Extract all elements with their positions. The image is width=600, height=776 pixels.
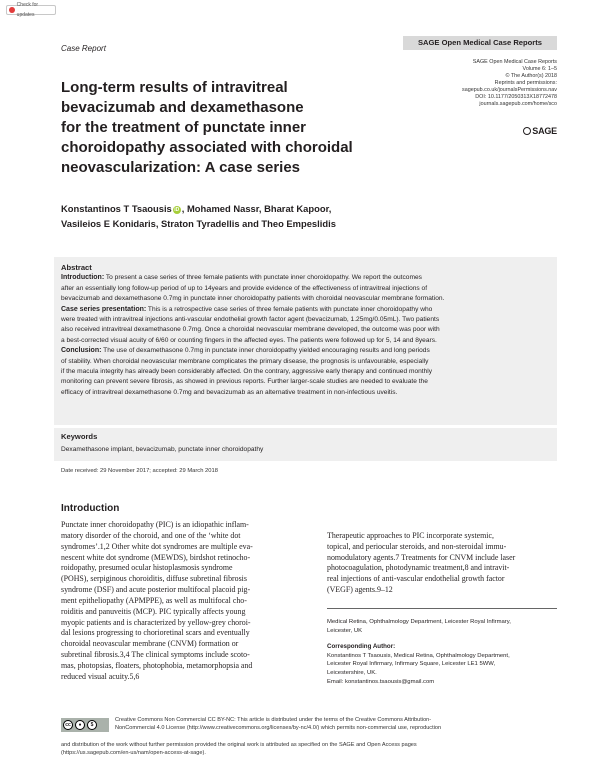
keywords-background: [54, 428, 557, 461]
abstract-line-text: To present a case series of three female patients with punctate inner choroidopathy. We report the outcomes: [104, 274, 422, 282]
body-line: nomodulatory agents.7 Treatments for CNVM include laser: [327, 552, 516, 562]
body-line: dal lesions progressing to chorioretinal scars and eventually: [61, 628, 250, 638]
license-line: Creative Commons Non Commercial CC BY-NC: This article is distributed under the terms of the Creative Commons Attribution-: [115, 717, 432, 723]
author-list: [61, 201, 461, 231]
title-line: bevacizumab and dexamethasone: [61, 99, 304, 116]
title-line: Long-term results of intravitreal: [61, 79, 288, 96]
license-text-bottom: [61, 741, 557, 757]
body-line: syndromes’.1,2 Other white dot syndromes are multiple eva-: [61, 541, 253, 551]
abstract-line-text: were treated with intravitreal injections anti-vascular endothelial growth factor agent (bevacizumab, 1.25mg/0.05mL). Two patients: [61, 316, 440, 324]
body-line: matory disorder of the choroid, and one of the ‘white dot: [61, 530, 241, 540]
body-line: [327, 520, 557, 531]
abstract-line: [61, 294, 554, 304]
introduction-column-1: [61, 520, 307, 683]
abstract-line-text: of stability. When choroidal neovascular membrane complicates the primary disease, the prognosis is unfavourable, especially: [61, 357, 429, 365]
body-line: roidopathy, presumed ocular histoplasmosis syndrome: [61, 563, 233, 573]
abstract-line-text: after an essentially long follow-up period of up to 14years and provide evidence of the effectiveness of intravitreal injections of: [61, 284, 428, 292]
abstract-line-text: The use of dexamethasone 0.7mg in punctate inner choroidopathy yielded encouraging results and long periods: [101, 347, 430, 355]
sage-logo-icon: [523, 127, 531, 135]
body-line: myopic patients and is characterized by yellow-grey choroi-: [61, 617, 251, 627]
license-text-top: [115, 716, 557, 732]
meta-line: DOI: 10.1177/2050313X18772478: [475, 94, 557, 100]
introduction-column-2: [327, 520, 557, 596]
dates-line: Date received: 29 November 2017; accepted: 29 March 2018: [61, 468, 218, 474]
abstract-line: [61, 377, 554, 387]
corresponding-line: Leicestershire, UK.: [327, 669, 377, 676]
abstract-line: [61, 305, 554, 315]
body-line: subretinal fibrosis.3,4 The clinical symptoms include scoto-: [61, 650, 250, 660]
abstract-line: [61, 336, 554, 346]
affiliation-divider: [327, 608, 557, 609]
license-line: and distribution of the work without further permission provided the original work is attributed as specified on the SAGE and Open Access pages: [61, 742, 417, 748]
abstract-line: [61, 346, 554, 356]
body-line: (POHS), serpiginous choroiditis, diffuse subretinal fibrosis: [61, 574, 247, 584]
abstract-line: [61, 357, 554, 367]
body-line: roiditis and panuveitis (MCP). PIC typically affects young: [61, 606, 246, 616]
body-line: real injections of anti-vascular endothelial growth factor: [327, 574, 505, 584]
abstract-line-text: bevacizumab and dexamethasone 0.7mg in punctate inner choroidopathy patients with choroidal neovascular membrane formation.: [61, 295, 445, 303]
abstract-line-text: This is a retrospective case series of three female patients with punctate inner choroidopathy who: [146, 305, 433, 313]
corresponding-heading: Corresponding Author:: [327, 643, 396, 651]
body-line: Therapeutic approaches to PIC incorporate systemic,: [327, 530, 494, 540]
abstract-line-text: a best-corrected visual acuity of 6/60 or counting fingers in the affected eyes. The patients were followed up for 5, 14 and 8years.: [61, 336, 437, 344]
corresponding-line: Konstantinos T Tsaousis, Medical Retina, Ophthalmology Department,: [327, 652, 510, 659]
sage-logo: [518, 124, 557, 137]
meta-line: journals.sagepub.com/home/sco: [479, 101, 557, 107]
journal-meta: [440, 59, 557, 108]
introduction-heading: Introduction: [61, 503, 120, 514]
body-line: mas, photopsias, floaters, photophobia, metamorphopsia and: [61, 660, 253, 670]
corresponding-email[interactable]: Email: konstantinos.tsaousis@gmail.com: [327, 678, 435, 685]
abstract-line-text: also received intravitreal dexamethasone 0.7mg. Once a choroidal neovascular membrane developed, the outcome was poor with: [61, 326, 440, 334]
abstract-section-label: Conclusion:: [61, 347, 102, 355]
abstract-line-text: efficacy of intravitreal dexamethasone 0.7mg and bevacizumab as an alternative treatment in non-infectious uveitis.: [61, 388, 398, 396]
check-for-updates-label: Check for updates: [16, 2, 39, 18]
meta-line: SAGE Open Medical Case Reports: [472, 59, 557, 65]
body-line: photocoagulation, photodynamic treatment,8 and intravit-: [327, 563, 510, 573]
title-line: neovascularization: A case series: [61, 159, 301, 176]
orcid-icon[interactable]: iD: [174, 207, 180, 213]
keywords-heading: Keywords: [61, 432, 98, 441]
abstract-line: [61, 367, 554, 377]
abstract-line: [61, 325, 554, 335]
body-line: nescent white dot syndrome (MEWDS), birdshot retinocho-: [61, 552, 251, 562]
meta-line: © The Author(s) 2018: [505, 73, 557, 79]
body-line: Punctate inner choroidopathy (PIC) is an idiopathic inflam-: [61, 520, 249, 529]
title-line: for the treatment of punctate inner: [61, 119, 307, 136]
abstract-line: [61, 388, 554, 398]
abstract-line: [61, 284, 554, 294]
affiliation-line: Medical Retina, Ophthalmology Department, Leicester Royal Infirmary,: [327, 619, 511, 625]
abstract-line-text: if the macula integrity has already been considerably affected. On the contrary, aggressive early therapy and continued monthly: [61, 368, 433, 376]
meta-line: Volume 6: 1–5: [522, 66, 557, 72]
body-line: topical, and periocular steroids, and non-steroidal immu-: [327, 541, 507, 551]
meta-line: sagepub.co.uk/journalsPermissions.nav: [462, 87, 557, 93]
article-title: [61, 78, 401, 178]
license-line: (https://us.sagepub.com/en-us/nam/open-access-at-sage).: [61, 750, 206, 757]
abstract-section-label: Introduction:: [61, 274, 105, 282]
affiliation-line: Leicester, UK: [327, 627, 363, 634]
check-for-updates-badge[interactable]: [6, 2, 56, 18]
body-line: ment epitheliopathy (APMPPE), as well as multifocal cho-: [61, 595, 247, 605]
article-type: Case Report: [61, 44, 106, 53]
body-line: reduced visual acuity.5,6: [61, 671, 140, 681]
abstract-line: [61, 273, 554, 283]
abstract-line-text: monitoring can prevent severe fibrosis, as showed in previous reports. Further larger-scale studies are needed to evaluate the: [61, 378, 428, 386]
sage-logo-text: SAGE: [532, 125, 557, 136]
abstract-section-label: Case series presentation:: [61, 305, 147, 313]
by-icon: ●: [75, 720, 85, 730]
cc-icon: cc: [63, 720, 73, 730]
abstract-heading: Abstract: [61, 263, 92, 272]
abstract-line: [61, 315, 554, 325]
license-line: NonCommercial 4.0 License (http://www.creativecommons.org/licenses/by-nc/4.0/) which permits non-commercial use, reproduction: [115, 725, 442, 732]
affiliation-block: [327, 618, 557, 686]
corresponding-line: Leicester Royal Infirmary, Infirmary Square, Leicester LE1 5WW,: [327, 661, 496, 668]
body-line: (VEGF) agents.9–12: [327, 585, 393, 595]
authors-line2: Vasileios E Konidaris, Straton Tyradellis and Theo Empeslidis: [61, 218, 336, 229]
authors-line1-rest: , Mohamed Nassr, Bharat Kapoor,: [181, 203, 332, 214]
cc-license-badge[interactable]: [61, 718, 109, 732]
check-icon: [9, 7, 15, 13]
keywords-text: Dexamethasone implant, bevacizumab, punctate inner choroidopathy: [61, 446, 264, 453]
nc-icon: $: [87, 720, 97, 730]
meta-line: Reprints and permissions:: [494, 80, 557, 86]
body-line: syndrome (DSF) and acute posterior multifocal placoid pig-: [61, 585, 251, 595]
abstract: [61, 263, 554, 398]
title-line: choroidopathy associated with choroidal: [61, 139, 353, 156]
first-author: Konstantinos T Tsaousis: [61, 203, 172, 214]
journal-name: SAGE Open Medical Case Reports: [403, 36, 557, 50]
body-line: choroidal neovascular membrane (CNVM) formation or: [61, 639, 239, 649]
